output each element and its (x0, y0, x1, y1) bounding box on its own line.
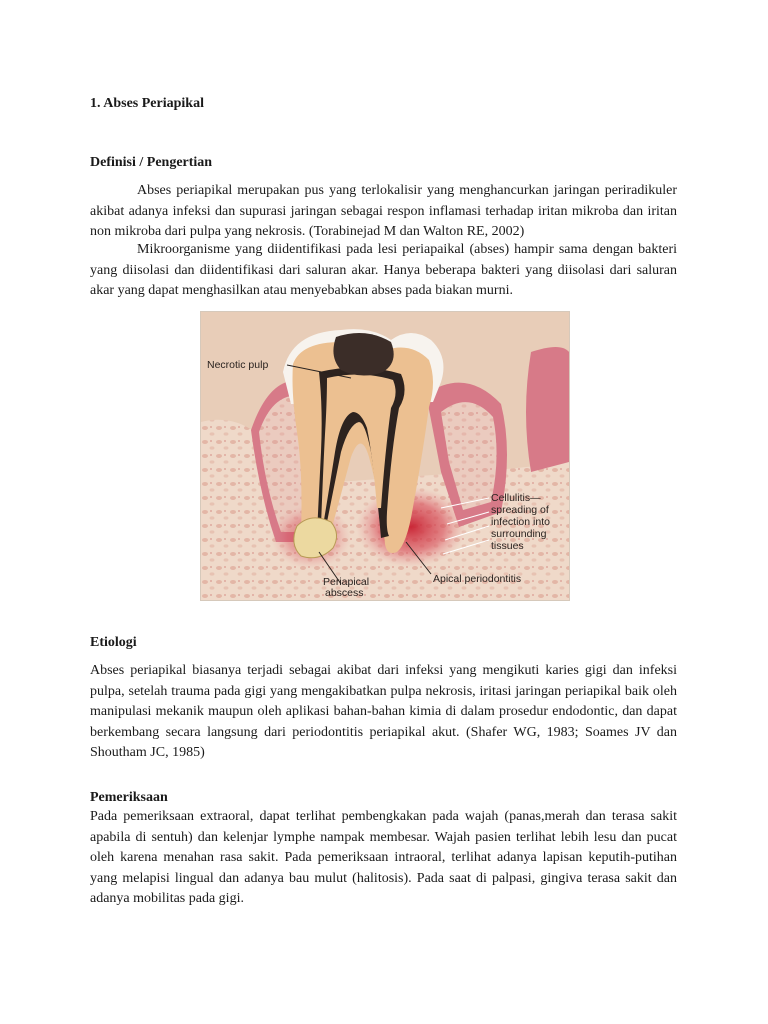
definisi-paragraph-2: Mikroorganisme yang diidentifikasi pada lesi periapaikal (abses) hampir sama dengan bakteri yang diisolasi dan diidentifikasi dari saluran akar. Hanya beberapa bakteri yang diisolasi dari saluran akar yang dapat menghasilkan atau menyebabkan abses pada biakan murni. (90, 242, 677, 299)
etiologi-heading: Etiologi (90, 635, 137, 650)
tooth-abscess-illustration (200, 311, 570, 601)
label-apical-periodontitis: Apical periodontitis (433, 573, 522, 585)
etiologi-paragraph: Abses periapikal biasanya terjadi sebagai akibat dari infeksi yang mengikuti karies gigi dan infeksi pulpa, setelah trauma pada gigi yang mengakibatkan pulpa nekrosis, iritasi jaringan periapikal baik oleh manipulasi mekanik maupun oleh aplikasi bahan-bahan kimia di dalam prosedur endodontic, dan dapat berkembang secara langsung dari periodontitis periapikal akut. (Shafer WG, 1983; Soames JV dan Shoutham JC, 1985) (90, 663, 677, 761)
label-cellulitis-4: surrounding (491, 528, 547, 540)
label-cellulitis-5: tissues (491, 540, 524, 552)
label-periapical-2: abscess (325, 587, 364, 599)
section-heading: 1. Abses Periapikal (90, 96, 204, 111)
pemeriksaan-heading: Pemeriksaan (90, 790, 168, 805)
definisi-heading: Definisi / Pengertian (90, 155, 213, 170)
label-cellulitis-3: infection into (491, 516, 550, 528)
label-necrotic-pulp: Necrotic pulp (207, 359, 269, 371)
label-cellulitis-2: spreading of (491, 504, 549, 516)
definisi-paragraph-1: Abses periapikal merupakan pus yang terlokalisir yang menghancurkan jaringan periradikuler akibat adanya infeksi dan supurasi jaringan sebagai respon inflamasi terhadap iritan mikroba dan iritan non mikroba dari pulpa yang nekrosis. (Torabinejad M dan Walton RE, 2002) (90, 183, 677, 240)
carious-lesion (333, 333, 393, 376)
label-cellulitis-1: Cellulitis— (491, 492, 541, 504)
pemeriksaan-paragraph: Pada pemeriksaan extraoral, dapat terlihat pembengkakan pada wajah (panas,merah dan terasa sakit apabila di sentuh) dan kelenjar lymphe nampak membesar. Wajah pasien terlihat lebih lesu dan pucat oleh karena menahan rasa sakit. Pada pemeriksaan intraoral, terlihat adanya lapisan keputih-putihan yang melapisi lingual dan adanya bau mulut (halitosis). Pada saat di palpasi, gingiva terasa sakit dan adanya mobilitas pada gigi. (90, 809, 677, 907)
label-periapical-1: Periapical (323, 576, 370, 588)
gum-far-right (526, 347, 569, 472)
